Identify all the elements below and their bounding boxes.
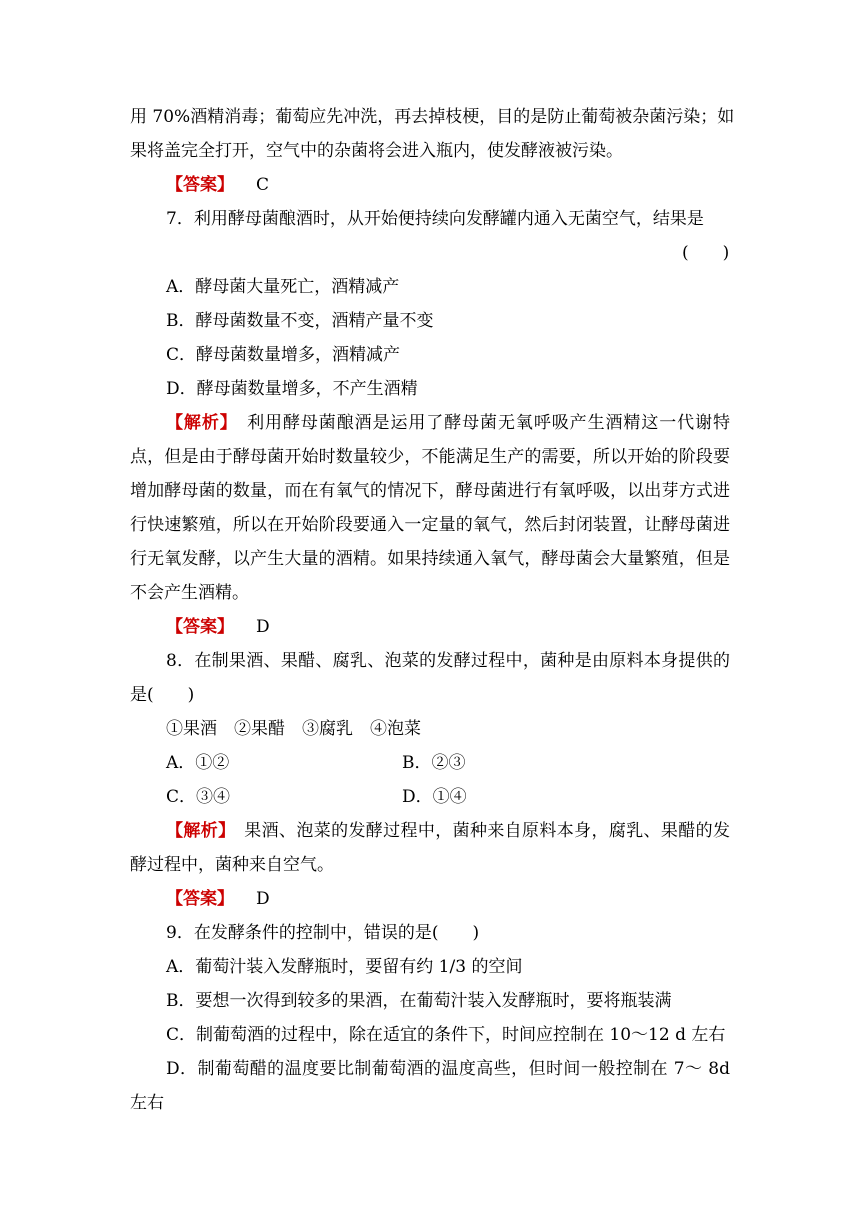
q8-options-row-2 xyxy=(166,786,566,808)
intro-line-2: 果将盖完全打开，空气中的杂菌将会进入瓶内，使发酵液被污染。 xyxy=(130,141,623,161)
q8-stem-line-1: 8．在制果酒、果醋、腐乳、泡菜的发酵过程中，菌种是由原料本身提供的 xyxy=(166,651,730,671)
q7-option-d: D．酵母菌数量增多，不产生酒精 xyxy=(166,379,418,399)
q7-analysis-line-3: 增加酵母菌的数量，而在有氧气的情况下，酵母菌进行有氧呼吸，以出芽方式进 xyxy=(130,481,730,501)
q7-option-c: C．酵母菌数量增多，酒精减产 xyxy=(166,345,401,365)
q8-option-b: B．②③ xyxy=(402,753,466,773)
q9-option-d: D．制葡萄醋的温度要比制葡萄酒的温度高些，但时间一般控制在 7～ 8d xyxy=(166,1059,730,1079)
q8-option-a: A．①② xyxy=(166,753,230,773)
q8-stem-line-2: 是( ) xyxy=(130,685,195,705)
q9-option-b: B．要想一次得到较多的果酒，在葡萄汁装入发酵瓶时，要将瓶装满 xyxy=(166,991,672,1011)
q7-option-b: B．酵母菌数量不变，酒精产量不变 xyxy=(166,311,434,331)
intro-line-1: 用 70%酒精消毒；葡萄应先冲洗，再去掉枝梗，目的是防止葡萄被杂菌污染；如 xyxy=(130,107,735,127)
q8-option-d: D．①④ xyxy=(402,787,467,807)
analysis-tag: 【解析】 xyxy=(166,821,227,841)
analysis-tag: 【解析】 xyxy=(166,413,230,433)
q7-answer: D xyxy=(256,617,270,637)
q8-analysis-line-2: 酵过程中，菌种来自空气。 xyxy=(130,855,334,875)
q9-option-a: A．葡萄汁装入发酵瓶时，要留有约 1/3 的空间 xyxy=(166,957,523,977)
q8-analysis-line-1 xyxy=(166,820,730,842)
q7-analysis-line-4: 行快速繁殖，所以在开始阶段要通入一定量的氧气，然后封闭装置，让酵母菌进 xyxy=(130,515,730,535)
answer-tag: 【答案】 xyxy=(166,175,234,195)
q7-stem: 7．利用酵母菌酿酒时，从开始便持续向发酵罐内通入无菌空气，结果是 xyxy=(166,209,704,229)
q7-analysis-line-5: 行无氧发酵，以产生大量的酒精。如果持续通入氧气，酵母菌会大量繁殖，但是 xyxy=(130,549,730,569)
q8-options-row-1 xyxy=(166,752,566,774)
q7-analysis-line-6: 不会产生酒精。 xyxy=(130,583,249,603)
q7-answer-row xyxy=(166,616,270,638)
q9-option-c: C．制葡萄酒的过程中，除在适宜的条件下，时间应控制在 10～12 d 左右 xyxy=(166,1025,726,1045)
q6-answer: C xyxy=(256,175,270,195)
q7-option-a: A．酵母菌大量死亡，酒精减产 xyxy=(166,277,400,297)
q9-option-d-continued: 左右 xyxy=(130,1093,164,1113)
q7-analysis-line-2: 点，但是由于酵母菌开始时数量较少，不能满足生产的需要，所以开始的阶段要 xyxy=(130,447,730,467)
answer-tag: 【答案】 xyxy=(166,889,234,909)
q9-stem: 9．在发酵条件的控制中，错误的是( ) xyxy=(166,923,480,943)
q7-answer-paren: ( ) xyxy=(682,243,730,263)
q8-option-c: C．③④ xyxy=(166,787,231,807)
q8-analysis-text-1: 果酒、泡菜的发酵过程中，菌种来自原料本身，腐乳、果醋的发 xyxy=(244,821,730,841)
q8-answer-row xyxy=(166,888,270,910)
q8-answer: D xyxy=(256,889,270,909)
answer-tag: 【答案】 xyxy=(166,617,234,637)
q6-answer-row xyxy=(166,174,269,196)
q8-items: ①果酒 ②果醋 ③腐乳 ④泡菜 xyxy=(166,719,421,739)
q7-analysis-text-1: 利用酵母菌酿酒是运用了酵母菌无氧呼吸产生酒精这一代谢特 xyxy=(247,413,731,433)
q7-analysis-line-1 xyxy=(166,412,730,434)
